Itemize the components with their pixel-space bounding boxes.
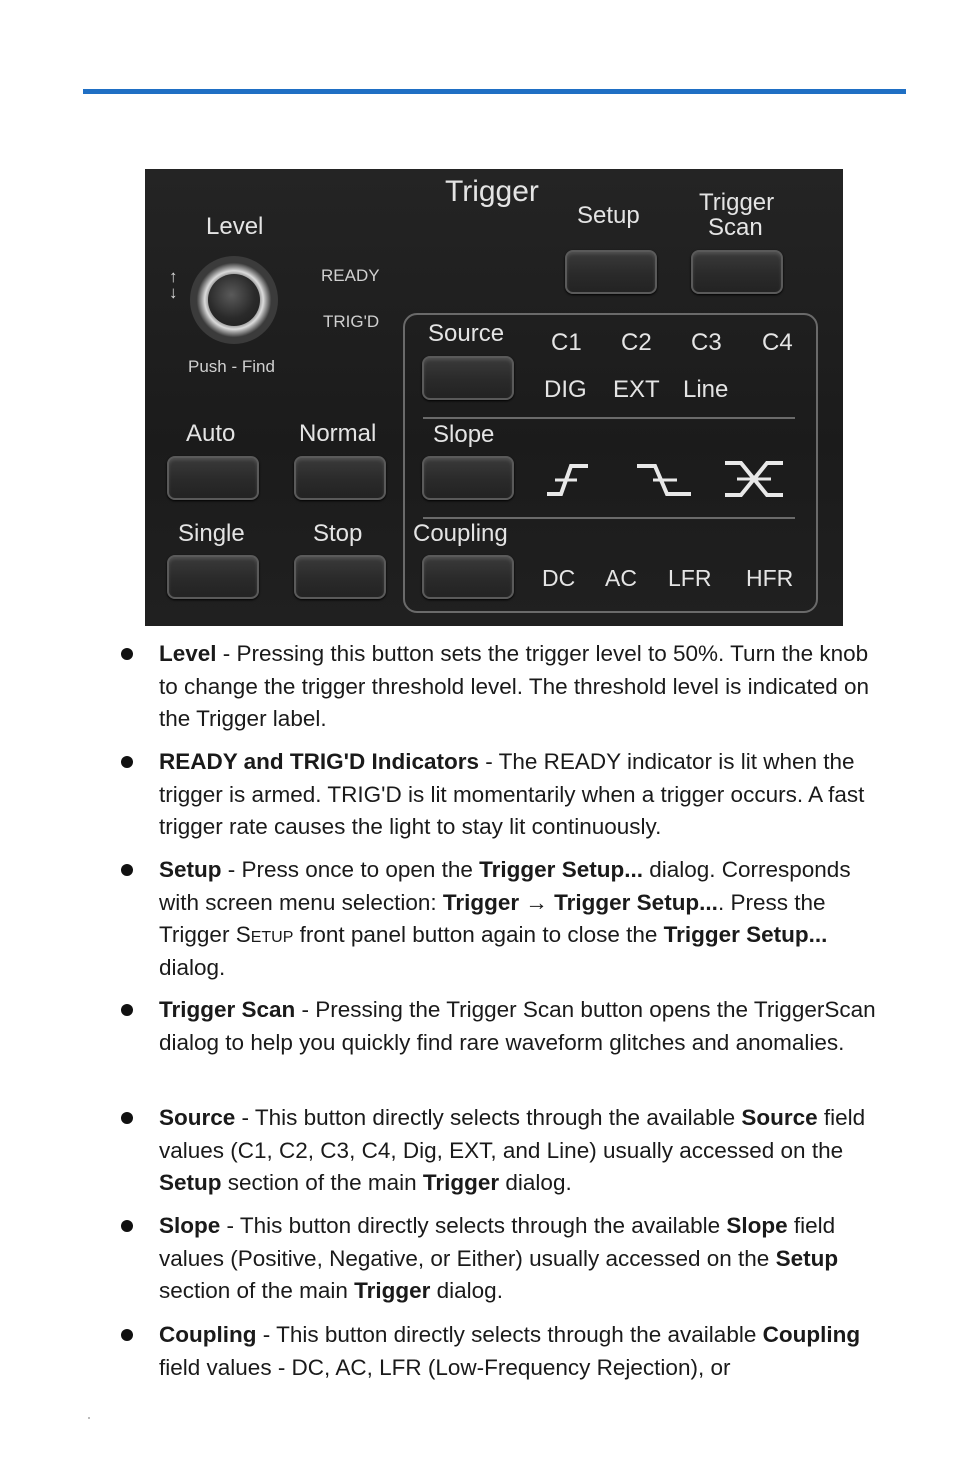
source-c3: C3 <box>691 329 722 356</box>
list-item-slope: Slope - This button directly selects through the available Slope field values (Positive, Negative, or Either) usually accessed on the Setup section of the main Trigger dialog. <box>159 1213 839 1303</box>
positive-slope-icon <box>545 461 590 499</box>
slope-button[interactable] <box>422 456 514 500</box>
trigd-indicator: TRIG'D <box>323 312 380 331</box>
stop-button[interactable] <box>294 555 386 599</box>
list-item-coupling: Coupling - This button directly selects through the available Coupling field values - DC, AC, LFR (Low-Frequency Rejection), or <box>159 1322 861 1380</box>
term-trigger-scan: Trigger Scan <box>159 997 296 1022</box>
term-ready: READY and TRIG'D Indicators <box>159 749 479 774</box>
single-button[interactable] <box>167 555 259 599</box>
list-item-trigger-scan: Trigger Scan - Pressing the Trigger Scan button opens the TriggerScan dialog to help you quickly find rare waveform glitches and anomalies. <box>159 997 876 1055</box>
coupling-dc: DC <box>542 565 576 591</box>
trigger-panel-image <box>145 169 843 626</box>
source-c2: C2 <box>621 329 652 356</box>
level-knob[interactable] <box>190 256 278 344</box>
bullet-dot <box>121 1004 133 1016</box>
source-label: Source <box>428 320 505 347</box>
group-divider-2 <box>423 517 795 519</box>
stop-label: Stop <box>313 520 363 547</box>
coupling-label: Coupling <box>413 520 508 547</box>
setup-label: Setup <box>577 202 640 229</box>
ready-indicator: READY <box>321 266 380 285</box>
bullet-dot <box>121 1112 133 1124</box>
page-marker <box>88 1417 90 1419</box>
bullet-dot <box>121 1220 133 1232</box>
coupling-hfr: HFR <box>746 565 794 591</box>
single-label: Single <box>178 520 245 547</box>
push-find-label: Push - Find <box>188 357 275 376</box>
setup-button[interactable] <box>565 250 657 294</box>
term-coupling: Coupling <box>159 1322 257 1347</box>
source-button[interactable] <box>422 356 514 400</box>
group-divider-1 <box>423 417 795 419</box>
up-down-arrows-icon: ↑ ↓ <box>169 267 178 302</box>
source-line: Line <box>683 376 729 403</box>
bullet-dot <box>121 864 133 876</box>
term-level: Level <box>159 641 217 666</box>
source-c1: C1 <box>551 329 582 356</box>
term-setup: Setup <box>159 857 222 882</box>
trigger-scan-label-line2: Scan <box>708 214 763 241</box>
panel-title: Trigger <box>445 175 539 208</box>
coupling-button[interactable] <box>422 555 514 599</box>
source-c4: C4 <box>762 329 793 356</box>
level-label: Level <box>206 213 264 240</box>
trigger-scan-label-line1: Trigger <box>699 189 775 216</box>
bullet-dot <box>121 756 133 768</box>
auto-label: Auto <box>186 420 236 447</box>
trigger-scan-button[interactable] <box>691 250 783 294</box>
source-ext: EXT <box>613 376 660 403</box>
negative-slope-icon <box>635 461 693 499</box>
list-item-source: Source - This button directly selects through the available Source field values (C1, C2, C3, C4, Dig, EXT, and Line) usually accessed on the Setup section of the main Trigger dialog. <box>159 1105 866 1195</box>
term-slope: Slope <box>159 1213 221 1238</box>
normal-label: Normal <box>299 420 377 447</box>
bullet-dot <box>121 648 133 660</box>
coupling-lfr: LFR <box>668 565 712 591</box>
normal-button[interactable] <box>294 456 386 500</box>
bullet-dot <box>121 1329 133 1341</box>
list-item-ready: READY and TRIG'D Indicators - The READY indicator is lit when the trigger is armed. TRIG'D is lit momentarily when a trigger occurs. A fast trigger rate causes the light to stay lit continuously. <box>159 749 865 839</box>
slope-label: Slope <box>433 421 495 448</box>
source-dig: DIG <box>544 376 587 403</box>
list-item-setup: Setup - Press once to open the Trigger Setup... dialog. Corresponds with screen menu selection: Trigger → Trigger Setup.... Press the Trigger Setup front panel button again to close the Trigger Setup... dialog. <box>159 857 851 980</box>
term-source: Source <box>159 1105 236 1130</box>
list-item-level: Level - Pressing this button sets the trigger level to 50%. Turn the knob to change the trigger threshold level. The threshold level is indicated on the Trigger label. <box>159 641 870 731</box>
header-rule <box>83 89 906 94</box>
auto-button[interactable] <box>167 456 259 500</box>
either-slope-icon <box>723 459 785 499</box>
coupling-ac: AC <box>605 565 637 591</box>
